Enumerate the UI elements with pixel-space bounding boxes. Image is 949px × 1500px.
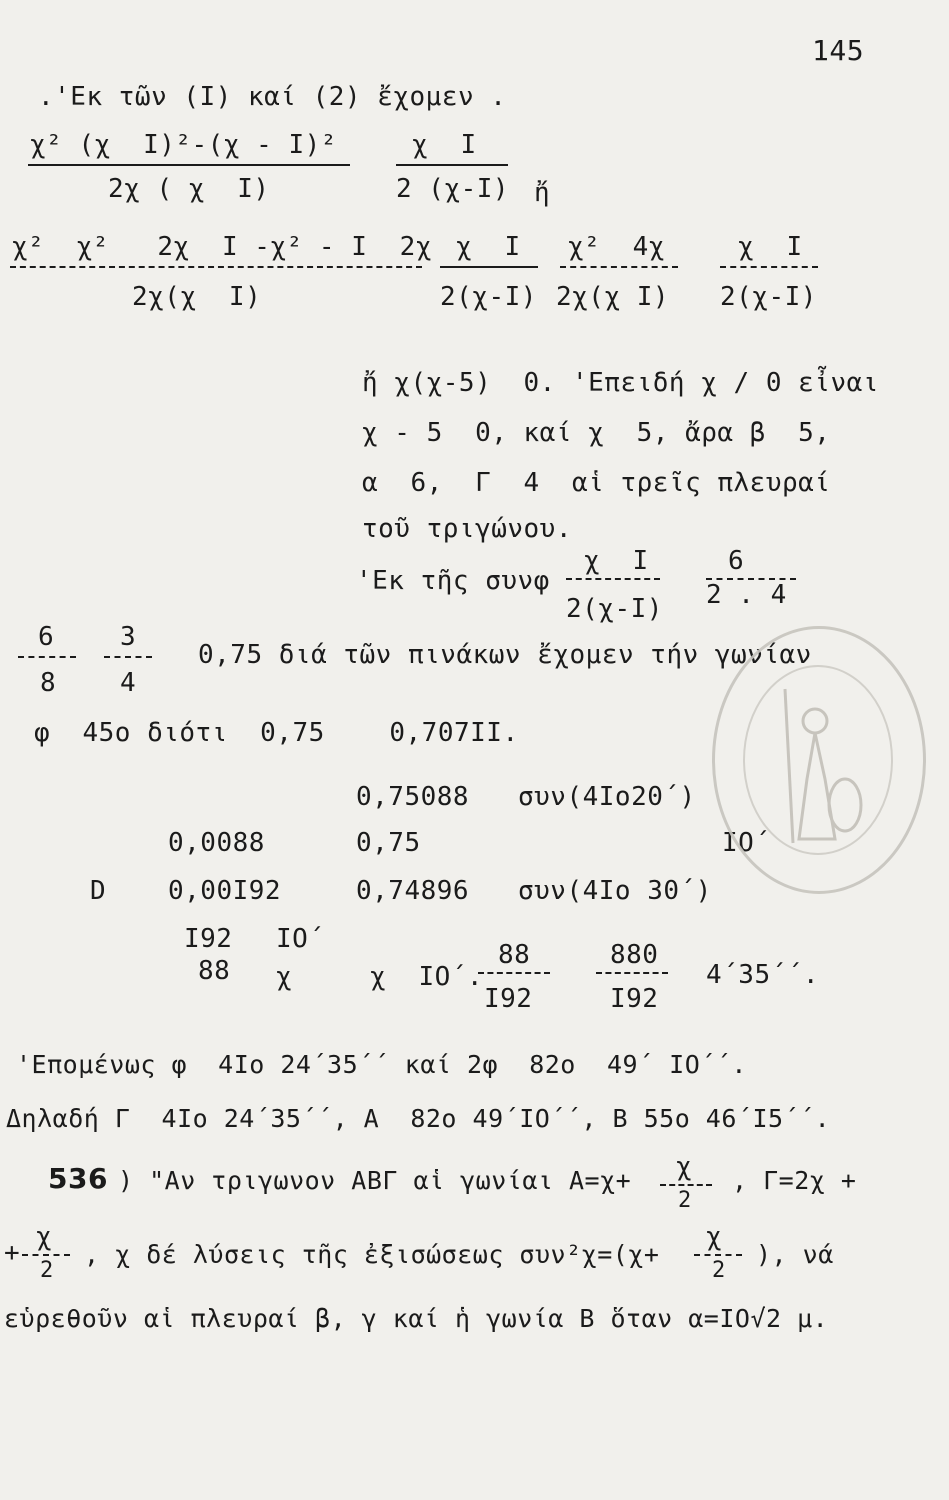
para1-line3: α 6, Γ 4 αἱ τρεῖς πλευραί (362, 468, 831, 498)
frac-b-denominator: 4 (120, 668, 137, 698)
cos-g-numerator: 6 (728, 546, 745, 576)
eq2-f4-bar (720, 266, 818, 268)
prop-b2: χ (276, 962, 293, 992)
eq1-denominator: 2χ ( χ I) (108, 174, 270, 204)
table-r2-right: IΟ΄ (722, 828, 771, 858)
problem-line2-lead: + (4, 1238, 21, 1268)
prop-c: χ IΟ΄. (370, 962, 484, 992)
problem-line1-frac-num: χ (676, 1152, 693, 1182)
eq2-numerator: χ² χ² 2χ I -χ² - I 2χ (12, 232, 432, 262)
prop-a1: I92 (184, 924, 233, 954)
prop-f2-bar (596, 972, 668, 974)
frac-a-denominator: 8 (40, 668, 57, 698)
table-r3-value: 0,74896 (356, 876, 470, 906)
problem-line3: εὑρεθοῦν αἱ πλευραί β, γ καί ἡ γωνία Β ὅταν α=IΟ√2 μ. (4, 1304, 829, 1333)
eq2-f4-denominator: 2(χ-I) (720, 282, 817, 312)
table-r3-left: 0,00I92 (168, 876, 282, 906)
problem-line2-frac2-num: χ (706, 1222, 723, 1252)
eq2-f2-numerator: χ I (456, 232, 521, 262)
phi-line: φ 45ο διότι 0,75 0,707II. (34, 718, 519, 748)
eq1-tail: ἤ (534, 178, 551, 208)
prop-a2: IΟ΄ (276, 924, 325, 954)
problem-line2-frac2-den: 2 (712, 1258, 726, 1283)
problem-line2-mid: , χ δέ λύσεις τῆς ἐξισώσεως συν²χ=(χ+ (84, 1240, 660, 1269)
stamp-figure-icon (715, 629, 923, 891)
eq1-numerator: χ² (χ I)²-(χ - I)² (30, 130, 337, 160)
para1-line1: ἤ χ(χ-5) 0. 'Επειδή χ / 0 εἶναι (362, 368, 879, 398)
eq2-f2-bar (440, 266, 538, 268)
cos-line-prefix: 'Εκ τῆς συνφ (356, 566, 550, 596)
problem-line1: ) "Αν τριγωνον ΑΒΓ αἱ γωνίαι Α=χ+ (118, 1166, 632, 1195)
problem-number: 536 (48, 1162, 108, 1195)
eq1-rhs-fraction-bar (396, 164, 508, 166)
cos-f-bar (566, 578, 660, 580)
table-r2-left: 0,0088 (168, 828, 265, 858)
cos-f-numerator: χ I (584, 546, 649, 576)
table-r3-label: D (90, 876, 107, 906)
eq2-f4-numerator: χ I (738, 232, 803, 262)
conclusion-1: 'Επομένως φ 4Iο 24΄35΄΄ καί 2φ 82ο 49΄ IΟ΄΄. (16, 1050, 747, 1079)
problem-line2-frac-den: 2 (40, 1258, 54, 1283)
eq2-f3-numerator: χ² 4χ (568, 232, 665, 262)
eq2-denominator: 2χ(χ I) (132, 282, 262, 312)
prop-f1-numerator: 88 (498, 940, 531, 970)
frac-a-bar (18, 656, 76, 658)
prop-f2-numerator: 880 (610, 940, 659, 970)
eq1-rhs-numerator: χ I (412, 130, 477, 160)
table-r2-value: 0,75 (356, 828, 421, 858)
eq1-fraction-bar (28, 164, 350, 166)
prop-b1: 88 (198, 956, 231, 986)
prop-result: 4΄35΄΄. (706, 960, 820, 990)
para1-line4: τοῦ τριγώνου. (362, 514, 572, 544)
frac-a-numerator: 6 (38, 622, 55, 652)
problem-line2-frac-num: χ (36, 1222, 53, 1252)
problem-line2-tail: ), νά (756, 1240, 834, 1269)
frac-line-text: 0,75 διά τῶν πινάκων ἔχομεν τήν γωνίαν (198, 640, 812, 670)
eq2-f3-bar (560, 266, 678, 268)
prop-f2-denominator: I92 (610, 984, 659, 1014)
prop-f1-bar (478, 972, 550, 974)
cos-f-denominator: 2(χ-I) (566, 594, 663, 624)
eq2-f2-denominator: 2(χ-I) (440, 282, 537, 312)
intro-line: .'Εκ τῶν (I) καί (2) ἔχομεν . (38, 82, 507, 112)
eq2-f3-denominator: 2χ(χ I) (556, 282, 670, 312)
frac-b-bar (104, 656, 152, 658)
problem-line1-tail: , Γ=2χ + (732, 1166, 857, 1195)
library-stamp (712, 626, 926, 894)
cos-g-denominator: 2 . 4 (706, 580, 787, 610)
page-number: 145 (812, 34, 865, 67)
eq1-rhs-denominator: 2 (χ-I) (396, 174, 510, 204)
table-r3-cos: συν(4Iο 30΄) (518, 876, 712, 906)
problem-line1-frac-den: 2 (678, 1188, 692, 1213)
table-r1-cos: συν(4Iο20΄) (518, 782, 696, 812)
para1-line2: χ - 5 0, καί χ 5, ἄρα β 5, (362, 418, 831, 448)
prop-f1-denominator: I92 (484, 984, 533, 1014)
frac-b-numerator: 3 (120, 622, 137, 652)
eq2-fraction-bar (10, 266, 422, 268)
table-r1-value: 0,75088 (356, 782, 470, 812)
conclusion-2: Δηλαδή Γ 4Iο 24΄35΄΄, Α 82ο 49΄IΟ΄΄, Β 55ο 46΄I5΄΄. (6, 1104, 831, 1133)
